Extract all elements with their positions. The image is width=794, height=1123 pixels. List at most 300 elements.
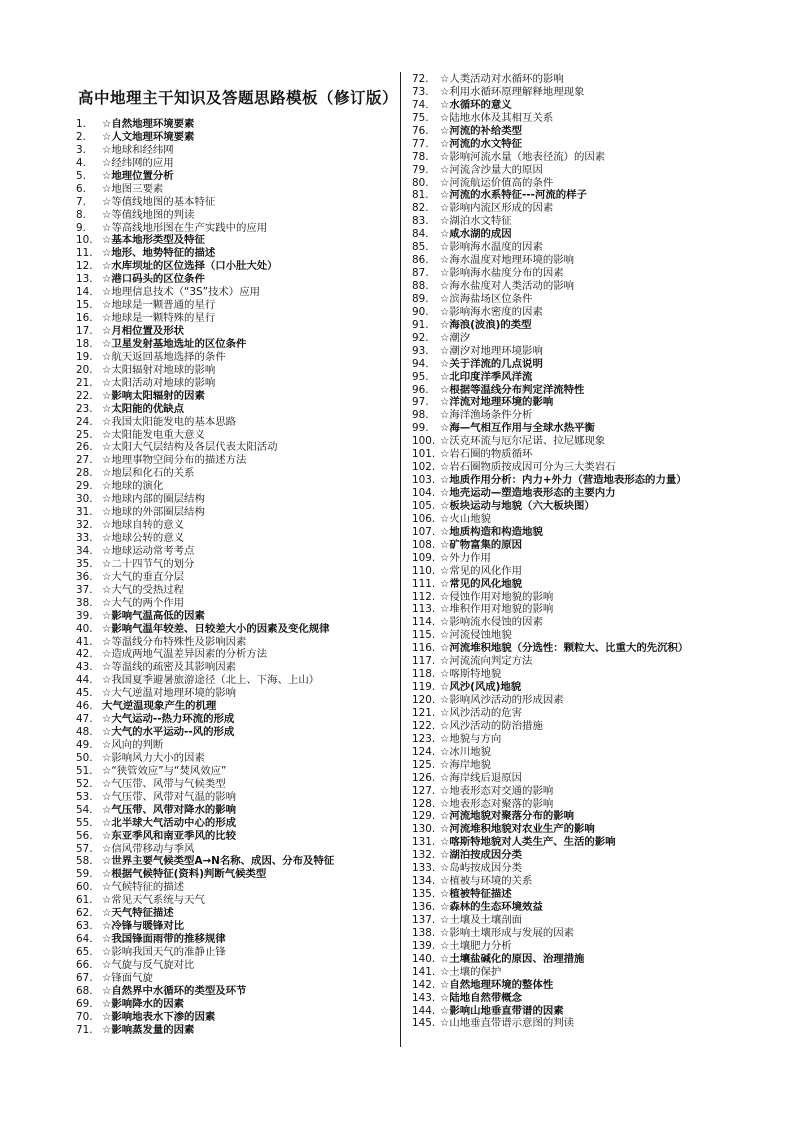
toc-item-number: 57. (76, 842, 93, 855)
toc-item-number: 93. (412, 344, 429, 357)
toc-item-number: 145. (412, 1017, 436, 1030)
toc-item-text: ☆河流流向判定方法 (440, 655, 533, 668)
toc-item (412, 888, 757, 901)
toc-item (76, 441, 392, 454)
toc-item-number: 110. (412, 564, 436, 577)
toc-item-number: 1. (76, 118, 86, 130)
toc-item-text: ☆气压带、风带对气温的影响 (102, 790, 237, 803)
toc-item (412, 435, 757, 448)
toc-item-text: ☆月相位置及形状 (102, 325, 185, 337)
toc-item (412, 448, 757, 461)
toc-item (76, 558, 392, 571)
toc-item (76, 648, 392, 661)
toc-item-number: 66. (76, 958, 93, 971)
toc-item-text: ☆地貌与方向 (440, 732, 502, 745)
toc-item-text: ☆海水盐度对人类活动的影响 (440, 280, 575, 292)
toc-item-text: ☆河流航运价值高的条件 (440, 176, 554, 189)
toc-item (76, 791, 392, 804)
toc-item-number: 98. (412, 409, 429, 422)
toc-item-number: 10. (76, 234, 93, 247)
toc-item (412, 487, 757, 500)
toc-item-number: 143. (412, 991, 436, 1004)
toc-item (76, 532, 392, 545)
toc-item-text: ☆土壤盐碱化的原因、治理措施 (440, 952, 585, 965)
toc-item (76, 467, 392, 480)
toc-item-number: 46. (76, 700, 93, 713)
toc-item-number: 9. (76, 221, 86, 234)
toc-item-text: ☆陆地自然带概念 (440, 991, 523, 1004)
toc-item (76, 726, 392, 739)
toc-item-text: ☆常见的风化地貌 (440, 577, 523, 590)
toc-item (412, 73, 757, 86)
toc-item-number: 118. (412, 668, 436, 681)
toc-item-text: ☆气压带、风带对降水的影响 (102, 803, 237, 816)
toc-item-number: 86. (412, 254, 429, 267)
toc-item (412, 979, 757, 992)
toc-item-number: 47. (76, 713, 93, 726)
toc-item-number: 83. (412, 215, 429, 228)
toc-item-number: 117. (412, 655, 436, 668)
toc-item-number: 111. (412, 577, 436, 590)
toc-item (412, 655, 757, 668)
toc-item-text: ☆地质构造和构造地貌 (440, 525, 543, 538)
toc-item-number: 115. (412, 629, 436, 642)
toc-item-text: ☆土壤肥力分析 (440, 939, 512, 952)
toc-item (412, 474, 757, 487)
toc-item-text: ☆影响风力大小的因素 (102, 751, 205, 764)
toc-item (412, 539, 757, 552)
toc-item (76, 170, 392, 183)
toc-item (76, 273, 392, 286)
toc-item-text: ☆冰川地貌 (440, 745, 491, 758)
toc-item-number: 107. (412, 525, 436, 538)
toc-item (412, 422, 757, 435)
toc-item-number: 15. (76, 299, 93, 312)
toc-item (76, 209, 392, 222)
toc-item-number: 104. (412, 487, 436, 499)
toc-item-text: ☆海—气相互作用与全球水热平衡 (440, 422, 595, 435)
toc-item-number: 41. (76, 635, 93, 648)
toc-item-number: 82. (412, 202, 429, 215)
toc-item-text: ☆潮汐 (440, 331, 471, 344)
toc-item-text: ☆我国锋面雨带的推移规律 (102, 933, 226, 946)
toc-item-text: ☆天气特征描述 (102, 907, 174, 920)
toc-item-number: 3. (76, 143, 86, 156)
toc-item-number: 129. (412, 810, 436, 823)
toc-item (412, 254, 757, 267)
toc-item (76, 946, 392, 959)
toc-item (412, 849, 757, 862)
toc-item-number: 141. (412, 965, 436, 978)
toc-item-number: 89. (412, 292, 429, 305)
toc-item-text: ☆地质作用分析：内力+外力（营造地表形态的力量） (440, 474, 687, 487)
toc-item-text: ☆河流的水文特征 (440, 137, 523, 150)
toc-item-number: 140. (412, 952, 436, 965)
toc-item (76, 868, 392, 881)
toc-item (412, 371, 757, 384)
toc-item-text: ☆风沙活动的危害 (440, 706, 523, 719)
toc-item-text: ☆地球是一颗特殊的星行 (102, 312, 216, 325)
toc-item-text: ☆大气的受热过程 (102, 583, 185, 596)
toc-item-text: ☆影响河流水量（地表径流）的因素 (440, 150, 606, 163)
toc-item (412, 306, 757, 319)
toc-item-number: 119. (412, 681, 436, 694)
toc-item (412, 798, 757, 811)
toc-item (412, 164, 757, 177)
toc-item-text: ☆地表形态对交通的影响 (440, 784, 554, 797)
toc-item-text: ☆地球是一颗普通的星行 (102, 299, 216, 312)
toc-item (76, 817, 392, 830)
toc-item-text: ☆二十四节气的划分 (102, 557, 195, 570)
toc-item-text: ☆太阳大气层结构及各层代表太阳活动 (102, 441, 278, 454)
toc-item (412, 901, 757, 914)
toc-item-number: 106. (412, 512, 436, 525)
toc-item (412, 358, 757, 371)
toc-item-text: ☆等值线地图的判读 (102, 208, 195, 221)
toc-item (76, 881, 392, 894)
toc-item (76, 843, 392, 856)
toc-item-number: 105. (412, 499, 436, 512)
toc-item-text: ☆河流堆积地貌对农业生产的影响 (440, 823, 595, 836)
toc-item-number: 31. (76, 506, 93, 519)
toc-item-number: 44. (76, 674, 93, 687)
toc-item-text: ☆影响气温高低的因素 (102, 609, 205, 622)
toc-item-text: ☆地理位置分析 (102, 169, 174, 182)
toc-item-text: ☆影响风沙活动的形成因素 (440, 694, 564, 706)
toc-item-number: 121. (412, 706, 436, 719)
toc-item-number: 142. (412, 978, 436, 991)
toc-item (412, 202, 757, 215)
toc-item-number: 45. (76, 687, 93, 700)
toc-item (412, 526, 757, 539)
toc-item-number: 76. (412, 124, 429, 137)
toc-item-number: 112. (412, 590, 436, 603)
toc-item (76, 597, 392, 610)
toc-item (412, 875, 757, 888)
toc-item-number: 144. (412, 1004, 436, 1017)
toc-item-number: 87. (412, 267, 429, 280)
toc-item-text: ☆基本地形类型及特征 (102, 234, 205, 247)
toc-item-number: 2. (76, 130, 86, 143)
toc-item-text: ☆地球内部的圈层结构 (102, 493, 205, 506)
toc-item (76, 183, 392, 196)
toc-item-text: ☆大气的两个作用 (102, 596, 185, 609)
toc-item-text: ☆自然界中水循环的类型及环节 (102, 984, 247, 997)
toc-item-text: ☆东亚季风和南亚季风的比较 (102, 829, 237, 842)
toc-item (76, 920, 392, 933)
toc-item-text: ☆喀斯特地貌对人类生产、生活的影响 (440, 836, 616, 849)
toc-item (76, 610, 392, 623)
toc-item-number: 70. (76, 1010, 93, 1023)
toc-item-number: 113. (412, 603, 436, 616)
toc-item (76, 118, 392, 131)
toc-item (76, 416, 392, 429)
toc-item-number: 80. (412, 176, 429, 189)
toc-item (412, 396, 757, 409)
toc-item-text: ☆湖泊按成因分类 (440, 849, 523, 862)
toc-item-text: ☆影响蒸发量的因素 (102, 1023, 195, 1036)
toc-item-text: ☆太阳能发电重大意义 (102, 428, 205, 441)
toc-item-text: ☆卫星发射基地选址的区位条件 (102, 337, 247, 350)
toc-item (412, 992, 757, 1005)
toc-item (412, 112, 757, 125)
toc-item-number: 36. (76, 570, 93, 583)
toc-item (412, 603, 757, 616)
toc-item (76, 739, 392, 752)
toc-item-text: ☆喀斯特地貌 (440, 668, 502, 681)
toc-item-text: ☆水库坝址的区位选择（口小肚大处） (102, 260, 278, 273)
toc-item (412, 733, 757, 746)
toc-item (76, 351, 392, 364)
toc-item-text: ☆大气逆温对地理环境的影响 (102, 687, 237, 700)
toc-item-number: 116. (412, 642, 436, 655)
toc-item-number: 88. (412, 280, 429, 292)
toc-item-number: 123. (412, 732, 436, 745)
toc-item (76, 700, 392, 713)
toc-item-number: 132. (412, 849, 436, 862)
toc-item (412, 319, 757, 332)
toc-item-text: ☆山地垂直带谱示意图的判读 (440, 1017, 575, 1030)
toc-item-text: ☆矿物富集的原因 (440, 538, 523, 551)
toc-item-number: 58. (76, 855, 93, 868)
toc-item-text: ☆常见的风化作用 (440, 564, 523, 577)
toc-item (412, 720, 757, 733)
toc-item-text: ☆利用水循环原理解释地理现象 (440, 85, 585, 98)
toc-item (412, 461, 757, 474)
toc-item-number: 28. (76, 467, 93, 480)
toc-item-text: ☆陆地水体及其相互关系 (440, 111, 554, 124)
toc-item (76, 933, 392, 946)
toc-item-number: 120. (412, 694, 436, 706)
toc-item-number: 91. (412, 318, 429, 331)
toc-item-text: ☆影响海水密度的因素 (440, 305, 543, 318)
toc-item-number: 75. (412, 111, 429, 124)
toc-item-text: ☆自然地理环境要素 (102, 118, 195, 130)
toc-item (76, 584, 392, 597)
toc-item-text: ☆影响气温年较差、日较差大小的因素及变化规律 (102, 622, 330, 635)
toc-item-text: ☆常见天气系统与天气 (102, 894, 205, 907)
toc-item-text: ☆地球和经纬网 (102, 143, 174, 156)
toc-item (76, 144, 392, 157)
toc-item-text: ☆锋面气旋 (102, 971, 153, 984)
toc-item (76, 480, 392, 493)
toc-item-number: 134. (412, 875, 436, 888)
toc-item-text: ☆关于洋流的几点说明 (440, 357, 543, 370)
toc-item-text: ☆经纬网的应用 (102, 156, 174, 169)
toc-item-text: ☆土壤及土壤剖面 (440, 913, 523, 926)
toc-item-text: ☆海洋渔场条件分析 (440, 409, 533, 422)
toc-item-number: 139. (412, 939, 436, 952)
toc-item-text: ☆影响降水的因素 (102, 997, 185, 1010)
toc-item (76, 855, 392, 868)
toc-item-number: 23. (76, 402, 93, 415)
toc-item-text: ☆港口码头的区位条件 (102, 273, 205, 286)
toc-item-text: ☆大气的垂直分层 (102, 570, 185, 583)
toc-item (412, 267, 757, 280)
toc-item-number: 114. (412, 616, 436, 629)
toc-item-number: 126. (412, 771, 436, 784)
toc-item (76, 636, 392, 649)
toc-item-text: ☆气旋与反气旋对比 (102, 958, 195, 971)
toc-item-number: 48. (76, 726, 93, 739)
toc-item (76, 687, 392, 700)
toc-item-number: 49. (76, 739, 93, 751)
page-title: 高中地理主干知识及答题思路模板（修订版） (78, 89, 399, 107)
toc-item-text: ☆冷锋与暖锋对比 (102, 920, 185, 933)
toc-item (76, 1024, 392, 1037)
toc-item-number: 96. (412, 383, 429, 396)
toc-item-number: 21. (76, 376, 93, 389)
toc-item (76, 907, 392, 920)
toc-item (76, 674, 392, 687)
toc-item-text: ☆影响太阳辐射的因素 (102, 389, 205, 402)
toc-item-number: 6. (76, 182, 86, 195)
toc-item (412, 772, 757, 785)
toc-item-text: ☆造成两地气温差异因素的分析方法 (102, 648, 268, 661)
toc-item (76, 260, 392, 273)
toc-item-text: ☆河流的水系特征---河流的样子 (440, 189, 587, 202)
toc-item-text: ☆大气的水平运动--风的形成 (102, 726, 235, 739)
toc-item-text: ☆地球的外部圈层结构 (102, 506, 205, 519)
toc-item (412, 151, 757, 164)
toc-item-text: ☆地图三要素 (102, 182, 164, 195)
toc-item-number: 51. (76, 764, 93, 777)
toc-item (76, 377, 392, 390)
toc-item-text: ☆海岸地貌 (440, 758, 491, 771)
toc-item (412, 241, 757, 254)
toc-item (412, 125, 757, 138)
toc-item-text: ☆风沙(风成)地貌 (440, 681, 522, 694)
toc-item (412, 513, 757, 526)
toc-item-number: 103. (412, 474, 436, 487)
toc-item (76, 765, 392, 778)
toc-item (412, 927, 757, 940)
toc-item (412, 746, 757, 759)
toc-item-text: ☆湖泊水文特征 (440, 215, 512, 228)
toc-item-number: 81. (412, 189, 429, 202)
toc-item (76, 299, 392, 312)
toc-item-number: 24. (76, 415, 93, 428)
toc-item-number: 64. (76, 933, 93, 946)
toc-item-number: 16. (76, 312, 93, 325)
toc-item (76, 623, 392, 636)
toc-item-text: ☆北半球大气活动中心的形成 (102, 816, 237, 829)
toc-item (76, 312, 392, 325)
toc-item-number: 56. (76, 829, 93, 842)
toc-item (412, 823, 757, 836)
toc-item (412, 99, 757, 112)
toc-item-text: ☆地球运动常考考点 (102, 544, 195, 557)
toc-item-text: ☆等温线的疏密及其影响因素 (102, 661, 237, 674)
toc-item-number: 130. (412, 823, 436, 836)
toc-item-text: ☆大气运动--热力环流的形成 (102, 713, 235, 726)
toc-item (412, 189, 757, 202)
toc-item (76, 286, 392, 299)
toc-item-number: 125. (412, 758, 436, 771)
toc-item-text: ☆太阳活动对地球的影响 (102, 376, 216, 389)
toc-item-text: ☆影响海水盐度分布的因素 (440, 267, 564, 280)
toc-item (412, 552, 757, 565)
toc-item (412, 384, 757, 397)
toc-item-number: 124. (412, 745, 436, 758)
toc-item (76, 519, 392, 532)
toc-item (412, 966, 757, 979)
toc-item-text: ☆地球的演化 (102, 480, 164, 493)
toc-item (76, 403, 392, 416)
toc-item-text: ☆气候特征的描述 (102, 881, 185, 894)
toc-item-number: 12. (76, 260, 93, 273)
toc-item-number: 137. (412, 913, 436, 926)
toc-item-number: 67. (76, 971, 93, 984)
toc-item (76, 234, 392, 247)
toc-item-number: 85. (412, 241, 429, 254)
toc-item (76, 661, 392, 674)
toc-item-text: ☆河流的补给类型 (440, 124, 523, 137)
toc-item (412, 642, 757, 655)
toc-item-number: 100. (412, 435, 436, 448)
toc-item-text: ☆洋流对地理环境的影响 (440, 396, 554, 409)
toc-item-number: 50. (76, 751, 93, 764)
toc-item-number: 52. (76, 777, 93, 790)
toc-list-left (76, 118, 392, 1037)
toc-item (412, 616, 757, 629)
toc-item (76, 985, 392, 998)
toc-item (76, 778, 392, 791)
toc-item (412, 293, 757, 306)
toc-item-number: 19. (76, 350, 93, 363)
toc-item-number: 99. (412, 422, 429, 435)
toc-item-number: 92. (412, 331, 429, 344)
toc-item-text: 大气逆温现象产生的机理 (102, 700, 217, 713)
toc-item-number: 131. (412, 836, 436, 849)
toc-item-number: 90. (412, 305, 429, 318)
toc-item-number: 29. (76, 480, 93, 493)
toc-item-text: ☆侵蚀作用对地貌的影响 (440, 590, 554, 603)
toc-item (76, 131, 392, 144)
toc-item-number: 78. (412, 150, 429, 163)
toc-item (76, 972, 392, 985)
toc-item (412, 228, 757, 241)
toc-item (412, 862, 757, 875)
toc-item-number: 4. (76, 156, 86, 169)
toc-item-text: ☆潮汐对地理环境影响 (440, 344, 543, 357)
toc-item-number: 97. (412, 396, 429, 409)
toc-item-text: ☆影响流水侵蚀的因素 (440, 616, 543, 629)
toc-item-number: 94. (412, 357, 429, 370)
toc-item (76, 247, 392, 260)
toc-item (412, 681, 757, 694)
toc-item-number: 25. (76, 428, 93, 441)
toc-item-number: 109. (412, 551, 436, 564)
toc-item (76, 998, 392, 1011)
toc-item-text: ☆信风带移动与季风 (102, 842, 195, 855)
toc-item-number: 30. (76, 493, 93, 506)
toc-item-text: ☆影响内流区形成的因素 (440, 202, 554, 215)
toc-item-number: 40. (76, 622, 93, 635)
toc-item-number: 59. (76, 868, 93, 881)
toc-item-number: 127. (412, 784, 436, 797)
toc-item (76, 196, 392, 209)
toc-item-number: 20. (76, 363, 93, 376)
toc-item (76, 222, 392, 235)
toc-item (412, 177, 757, 190)
toc-item (412, 836, 757, 849)
toc-item (412, 785, 757, 798)
toc-item-number: 38. (76, 596, 93, 609)
toc-item-number: 102. (412, 461, 436, 474)
toc-item-number: 55. (76, 816, 93, 829)
toc-item-number: 84. (412, 228, 429, 241)
